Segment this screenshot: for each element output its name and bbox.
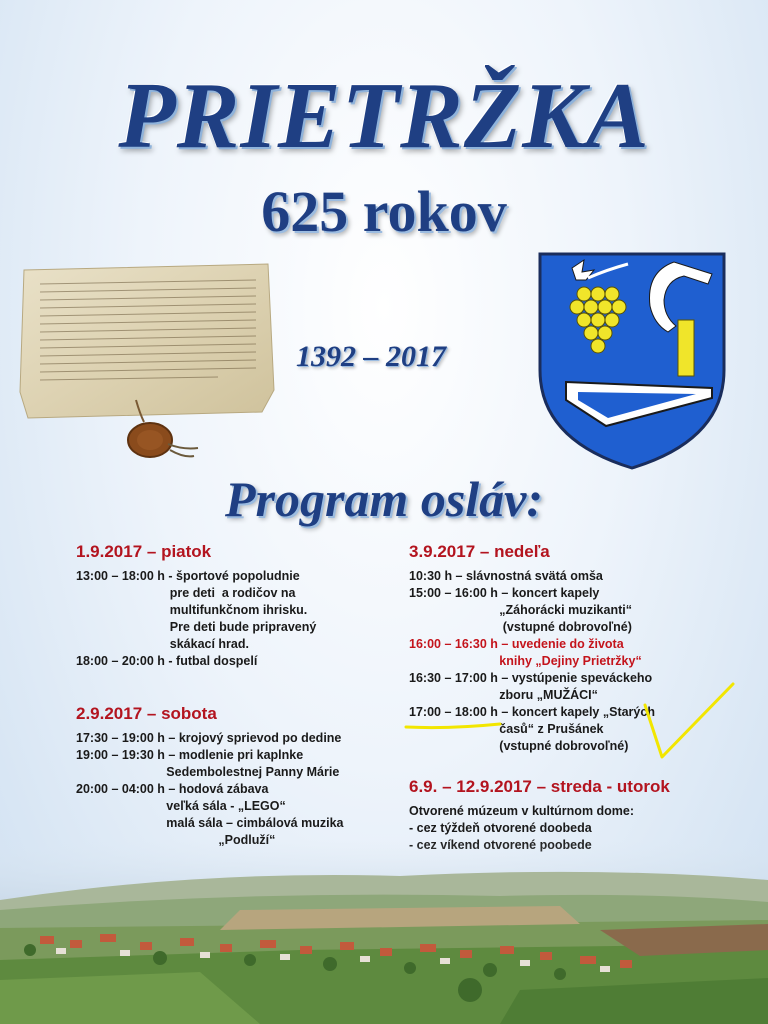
years-range: 1392 – 2017: [296, 340, 446, 373]
schedule-line: 19:00 – 19:30 h – modlenie pri kaplnke: [76, 748, 304, 762]
schedule-line: (vstupné dobrovoľné): [409, 620, 632, 634]
day-block-saturday: [76, 704, 376, 849]
schedule-line: 17:00 – 18:00 h – koncert kapely „Starých: [409, 705, 655, 719]
schedule-line: 10:30 h – slávnostná svätá omša: [409, 569, 603, 583]
program-heading: Program osláv:: [224, 471, 544, 527]
page-title: PRIETRŽKA: [118, 64, 650, 168]
schedule-line: zboru „MUŽÁCI“: [409, 688, 598, 702]
village-landscape-image: [0, 840, 768, 1024]
day-heading: 2.9.2017 – sobota: [76, 704, 217, 723]
schedule-line: Pre deti bude pripravený: [76, 620, 317, 634]
schedule-left-column: [76, 542, 376, 867]
schedule-line: Otvorené múzeum v kultúrnom dome:: [409, 804, 635, 818]
schedule-line: multifunkčnom ihrisku.: [76, 603, 308, 617]
schedule-line: (vstupné dobrovoľné): [409, 739, 629, 753]
schedule-line: - cez týždeň otvorené doobeda: [409, 821, 592, 835]
schedule-line: časů“ z Prušánek: [409, 722, 604, 736]
schedule-line-highlight: knihy „Dejiny Prietržky“: [409, 654, 642, 668]
schedule-line: 16:30 – 17:00 h – vystúpenie speváckeho: [409, 671, 653, 685]
schedule-line: 20:00 – 04:00 h – hodová zábava: [76, 782, 269, 796]
schedule-line: Sedembolestnej Panny Márie: [76, 765, 340, 779]
schedule-line: 17:30 – 19:00 h – krojový sprievod po dedine: [76, 731, 342, 745]
schedule-line: malá sála – cimbálová muzika: [76, 816, 344, 830]
schedule-line: skákací hrad.: [76, 637, 249, 651]
schedule-line: 18:00 – 20:00 h - futbal dospelí: [76, 654, 258, 668]
schedule-line: 13:00 – 18:00 h - športové popoludnie: [76, 569, 300, 583]
schedule-line: pre deti a rodičov na: [76, 586, 296, 600]
schedule-line: „Záhorácki muzikanti“: [409, 603, 632, 617]
schedule-line: 15:00 – 16:00 h – koncert kapely: [409, 586, 600, 600]
day-heading: 3.9.2017 – nedeľa: [409, 542, 550, 561]
schedule-right-column: [409, 542, 749, 872]
anniversary-subtitle: 625 rokov: [261, 179, 507, 244]
schedule-line: veľká sála - „LEGO“: [76, 799, 286, 813]
day-block-friday: [76, 542, 376, 670]
day-heading: 1.9.2017 – piatok: [76, 542, 212, 561]
parchment-charter-image: [18, 262, 280, 472]
day-heading: 6.9. – 12.9.2017 – streda - utorok: [409, 777, 670, 796]
day-block-sunday: [409, 542, 749, 755]
coat-of-arms-image: [536, 250, 728, 472]
schedule-line-highlight: 16:00 – 16:30 h – uvedenie do života: [409, 637, 624, 651]
